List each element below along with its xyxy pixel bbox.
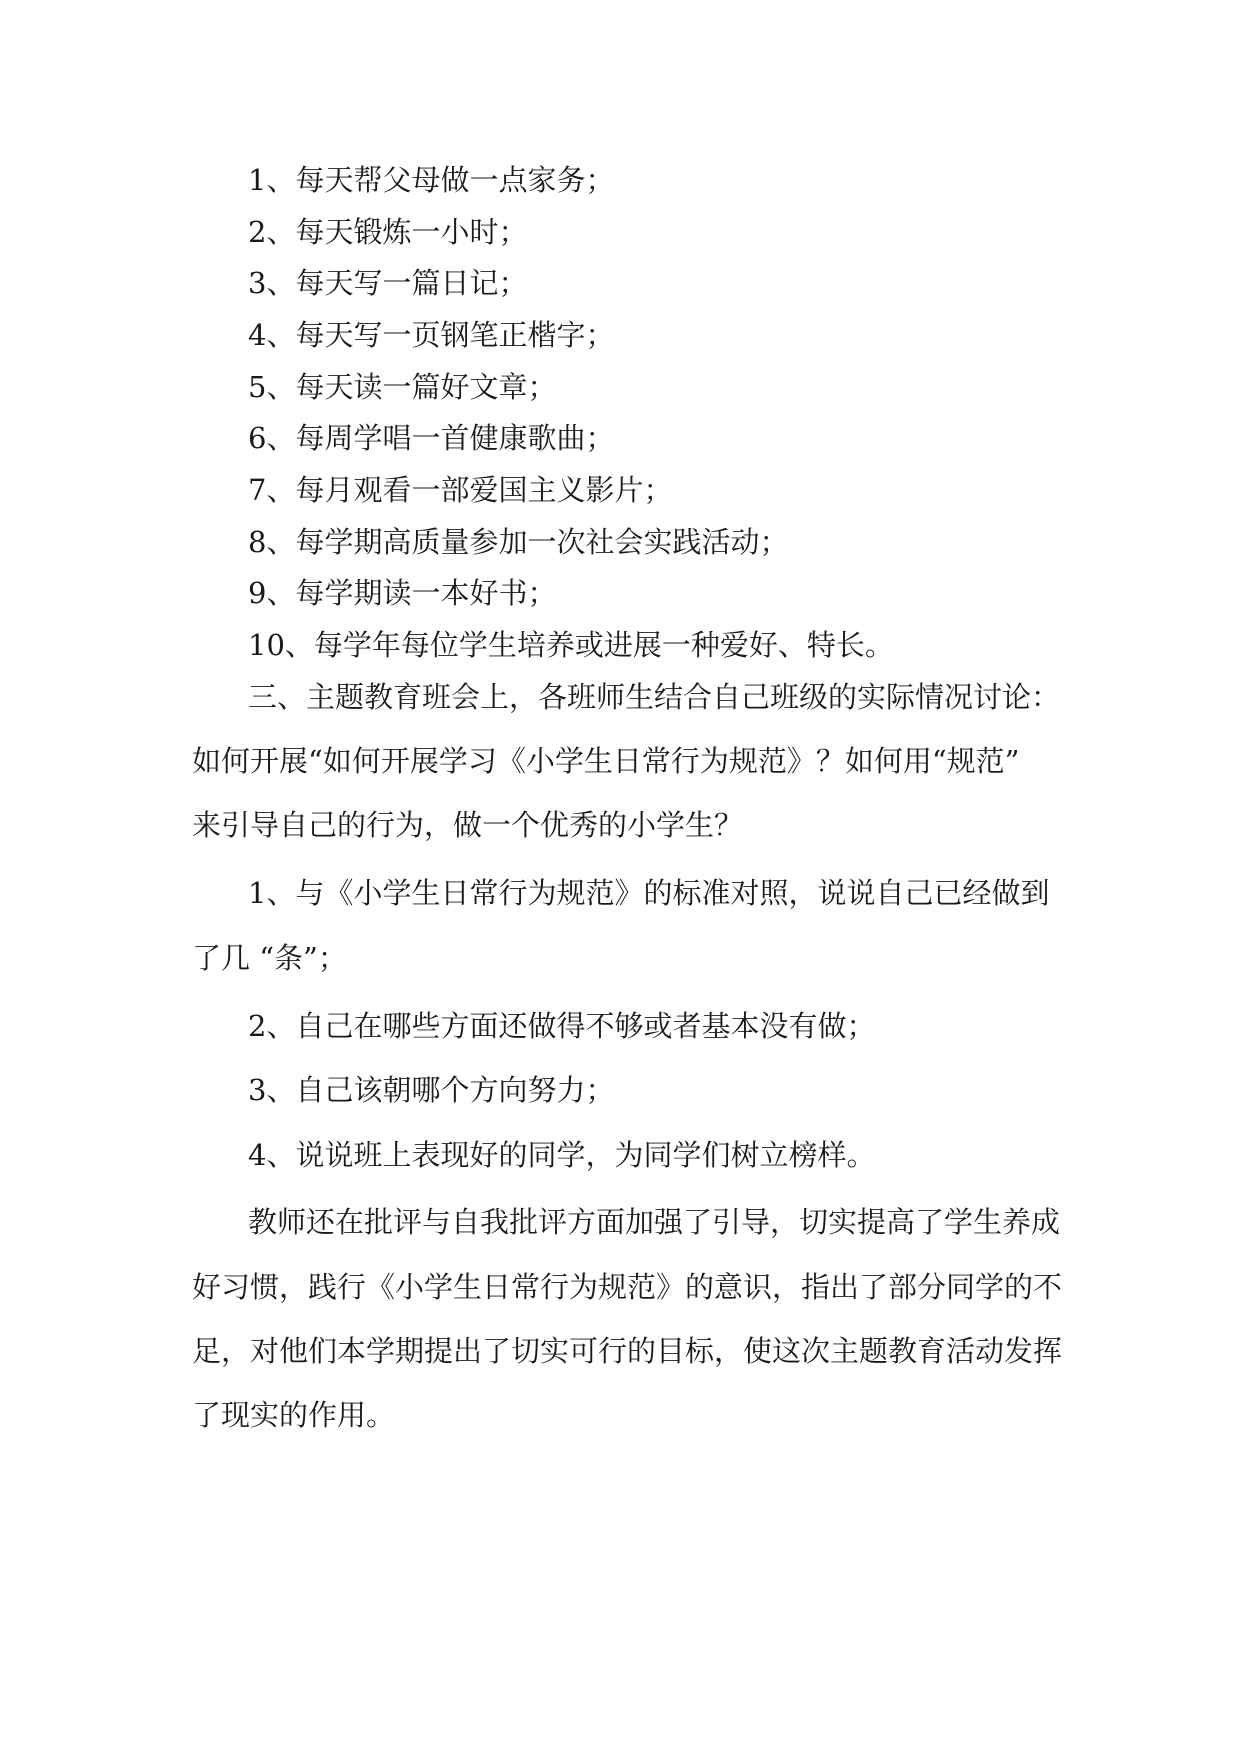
habit-item-2: 2、每天锻炼一小时； <box>248 215 528 249</box>
discussion-item-2: 2、自己在哪些方面还做得不够或者基本没有做； <box>248 1009 876 1043</box>
closing-paragraph-line-1: 教师还在批评与自我批评方面加强了引导，切实提高了学生养成 <box>248 1205 1061 1239</box>
habit-item-8: 8、每学期高质量参加一次社会实践活动； <box>248 525 789 559</box>
habit-item-7: 7、每月观看一部爱国主义影片； <box>248 473 673 507</box>
habit-item-9: 9、每学期读一本好书； <box>248 576 557 610</box>
section-three-line-2: 如何开展“如何开展学习《小学生日常行为规范》？如何用“规范” <box>192 744 1020 778</box>
discussion-item-1-line-1: 1、与《小学生日常行为规范》的标准对照，说说自己已经做到 <box>248 876 1050 910</box>
habit-item-6: 6、每周学唱一首健康歌曲； <box>248 421 615 455</box>
discussion-item-1-line-2: 了几 “条”； <box>192 941 347 975</box>
habit-item-10: 10、每学年每位学生培养或进展一种爱好、特长。 <box>248 628 894 662</box>
habit-item-3: 3、每天写一篇日记； <box>248 266 528 300</box>
section-three-line-3: 来引导自己的行为，做一个优秀的小学生？ <box>192 808 744 842</box>
habit-item-4: 4、每天写一页钢笔正楷字； <box>248 318 615 352</box>
closing-paragraph-line-3: 足，对他们本学期提出了切实可行的目标，使这次主题教育活动发挥 <box>192 1334 1063 1368</box>
habit-item-1: 1、每天帮父母做一点家务； <box>248 163 615 197</box>
closing-paragraph-line-4: 了现实的作用。 <box>192 1398 396 1432</box>
discussion-item-3: 3、自己该朝哪个方向努力； <box>248 1073 615 1107</box>
closing-paragraph-line-2: 好习惯，践行《小学生日常行为规范》的意识，指出了部分同学的不 <box>192 1270 1063 1304</box>
habit-item-5: 5、每天读一篇好文章； <box>248 370 557 404</box>
section-three-line-1: 三、主题教育班会上，各班师生结合自己班级的实际情况讨论： <box>248 680 1061 714</box>
discussion-item-4: 4、说说班上表现好的同学，为同学们树立榜样。 <box>248 1138 876 1172</box>
